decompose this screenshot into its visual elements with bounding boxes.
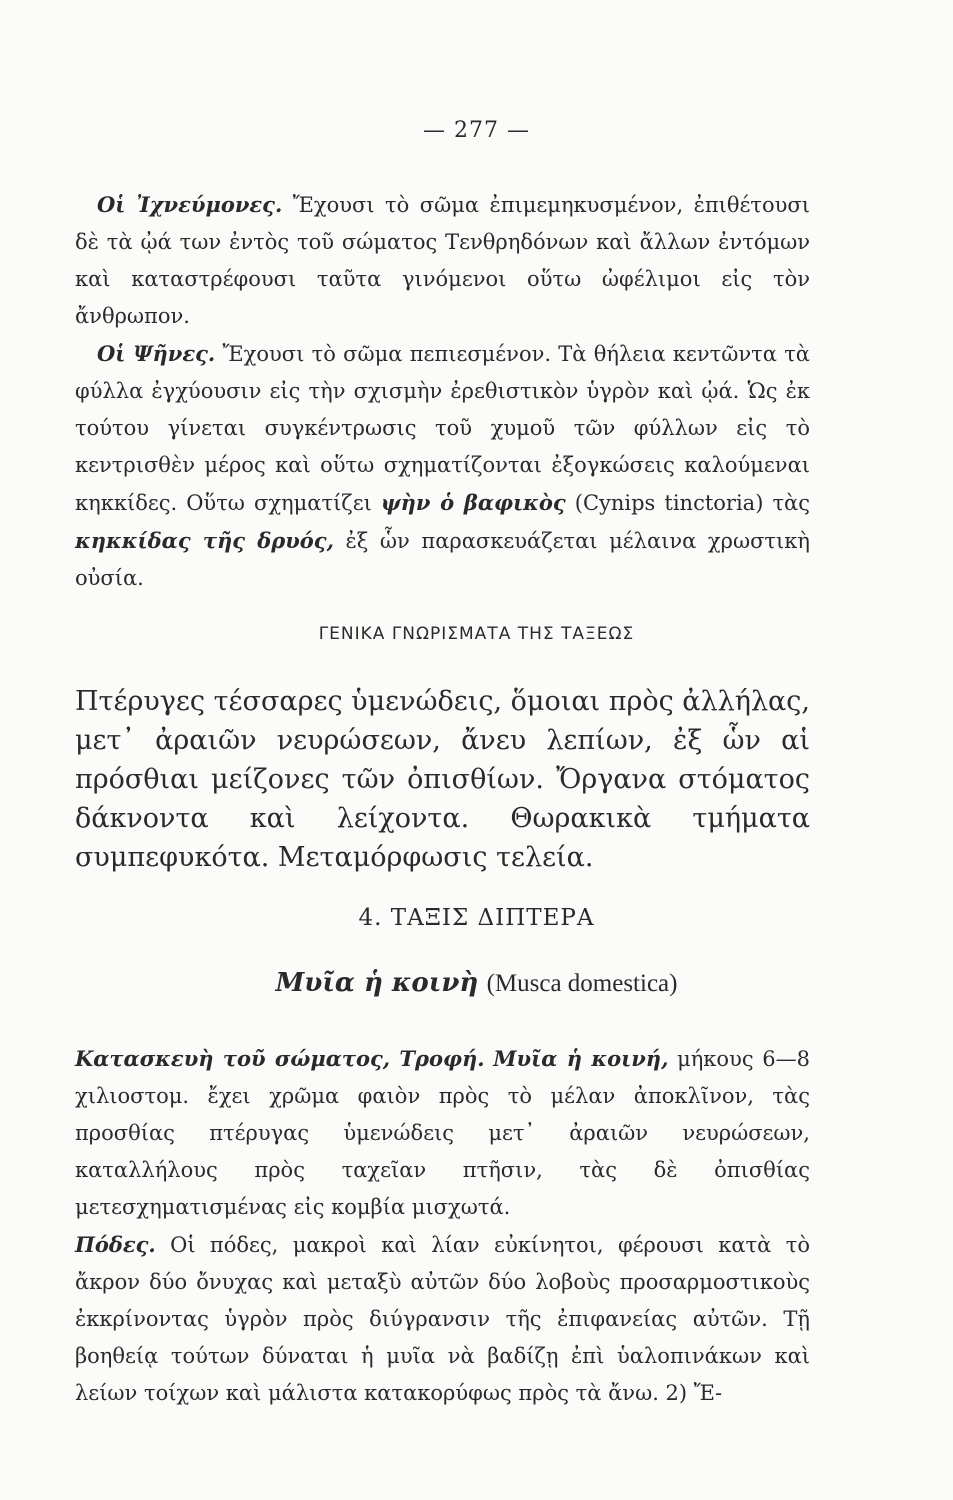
text-ichneumones: Ἔχουσι τὸ σῶμα ἐπιμεμηκυσμένον, ἐπιθέτουσι δὲ τὰ ᾠά των ἐντὸς τοῦ σώματος Τενθρηδόνων καὶ ἄλλων ἐντόμων καὶ καταστρέφουσι ταῦτα γινόμενοι οὕτω ὠφέλιμοι εἰς τὸν ἄνθρωπον. xyxy=(75,193,810,328)
general-characteristics xyxy=(75,682,810,877)
species-description xyxy=(75,1040,810,1412)
paragraph-psenes xyxy=(75,335,810,597)
general-text: Πτέρυγες τέσσαρες ὑμενώδεις, ὅμοιαι πρὸς ἀλλήλας, μετ᾽ ἀραιῶν νευρώσεων, ἄνευ λεπίων, ἐξ ὧν αἱ πρόσθιαι μείζονες τῶν ὀπισθίων. Ὄργανα στόματος δάκνοντα καὶ λείχοντα. Θωρακικὰ τμήματα συμπεφυκότα. Μεταμόρφωσις τελεία. xyxy=(75,686,810,873)
species-greek-name: Μυῖα ἡ κοινὴ xyxy=(275,968,479,998)
text-psenes-c: ἐξ ὧν παρασκευάζεται μέλαινα χρωστικὴ οὐσία. xyxy=(75,529,810,590)
term-psen: ψὴν ὁ βαφικὸς xyxy=(380,490,566,515)
text-psenes-b: (Cynips tinctoria) τὰς xyxy=(565,491,810,515)
term-ichneumones: Οἱ Ἰχνεύμονες. xyxy=(97,192,283,217)
term-species-name: Μυῖα ἡ κοινή, xyxy=(493,1046,669,1071)
term-structure: Κατασκευὴ τοῦ σώματος, Τροφή. xyxy=(75,1046,485,1071)
term-psenes: Οἱ Ψῆνες. xyxy=(97,341,216,366)
paragraph-feet xyxy=(75,1226,810,1412)
text-psenes-a: Ἔχουσι τὸ σῶμα πεπιεσμένον. Τὰ θήλεια κεντῶντα τὰ φύλλα ἐγχύουσιν εἰς τὴν σχισμὴν ἐρεθιστικὸν ὑγρὸν καὶ ᾠά. Ὡς ἐκ τούτου γίνεται συγκέντρωσις τοῦ χυμοῦ τῶν φύλλων εἰς τὸ κεντρισθὲν μέρος καὶ οὕτω σχηματίζονται ἐξογκώσεις καλούμεναι κηκκίδες. Οὕτω σχηματίζει xyxy=(75,342,810,515)
text-structure: μήκους 6—8 χιλιοστομ. ἔχει χρῶμα φαιὸν πρὸς τὸ μέλαν ἀποκλῖνον, τὰς προσθίας πτέρυγας ὑμενώδεις μετ᾽ ἀραιῶν νευρώσεων, καταλλήλους πρὸς ταχεῖαν πτῆσιν, τὰς δὲ ὀπισθίας μετεσχηματισμένας εἰς κομβία μισχωτά. xyxy=(75,1047,810,1219)
page-number: — 277 — xyxy=(423,118,530,143)
term-kekkides: κηκκίδας τῆς δρυός, xyxy=(75,528,334,553)
insect-descriptions xyxy=(75,186,810,597)
species-heading xyxy=(0,968,953,998)
general-characteristics-text xyxy=(75,682,810,877)
text-feet: Οἱ πόδες, μακροὶ καὶ λίαν εὐκίνητοι, φέρουσι κατὰ τὸ ἄκρον δύο ὄνυχας καὶ μεταξὺ αὐτῶν δύο λοβοὺς προσαρμοστικοὺς ἐκκρίνοντας ὑγρὸν πρὸς διύγρανσιν τῆς ἐπιφανείας αὐτῶν. Τῇ βοηθείᾳ τούτων δύναται ἡ μυῖα νὰ βαδίζῃ ἐπὶ ὑαλοπινάκων καὶ λείων τοίχων καὶ μάλιστα κατακορύφως πρὸς τὰ ἄνω. 2) Ἔ- xyxy=(75,1233,810,1405)
term-feet: Πόδες. xyxy=(75,1232,156,1257)
species-latin-name: (Musca domestica) xyxy=(486,970,678,997)
general-characteristics-heading: ΓΕΝΙΚΑ ΓΝΩΡΙΣΜΑΤΑ ΤΗΣ ΤΑΞΕΩΣ xyxy=(318,624,635,644)
order-heading: 4. ΤΑΞΙΣ ΔΙΠΤΕΡΑ xyxy=(358,905,595,931)
paragraph-ichneumones xyxy=(75,186,810,335)
paragraph-structure xyxy=(75,1040,810,1226)
